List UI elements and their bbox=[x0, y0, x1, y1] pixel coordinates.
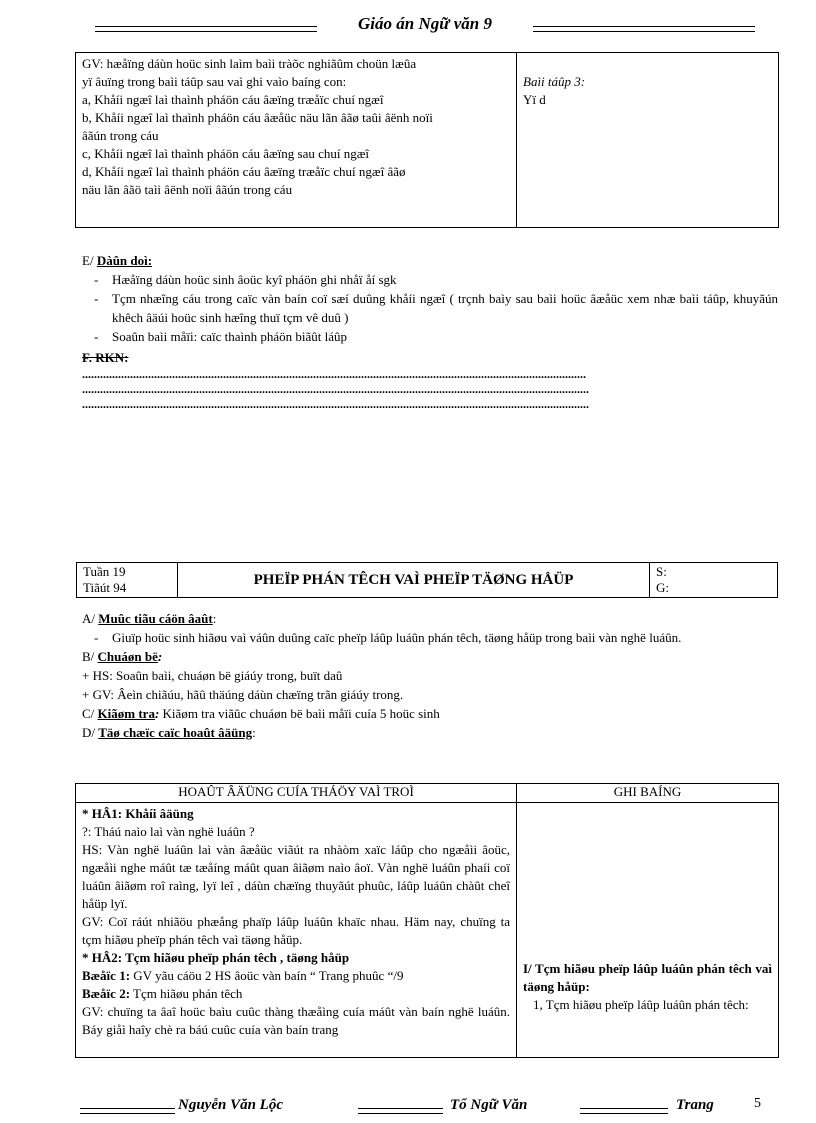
activity-gv-text: GV: chuïng ta âaî hoüc baìu cuûc thàng thæåìng cuía máût vàn baín nghë luáûn. Báy giåì haîy chè ra báú cuûc cuía vàn baín trang bbox=[82, 1004, 510, 1037]
section-b-colon: : bbox=[157, 649, 163, 664]
exercise-line: d, Khåíi ngæî laì thaình pháön cáu âæïng træåïc chuí ngæî âãø bbox=[82, 164, 406, 179]
section-a-prefix: A/ bbox=[82, 611, 99, 626]
footer-rule bbox=[580, 1108, 668, 1114]
section-a-heading: Muûc tiãu cáön âaût bbox=[98, 611, 213, 626]
activity-ha2: * HÂ2: Tçm hiãøu pheïp phán têch , täøng håüp bbox=[82, 950, 350, 965]
activity-hs-answer: HS: Vàn nghë luáûn laì vàn âæåüc viãút ra nhàòm xaïc láûp cho ngæåìi âoüc, ngæåìi nghe máût tæ tæåíng máût quan âiãøm naìo âoï. Vàn nghë luáûn phaíi coï luáûn âiãøm roî raìng, lyï leî , dáùn chæïng thuyãút phuûc, láûp luáûn chàût cheî håüp lyï. bbox=[82, 842, 510, 911]
activity-table bbox=[75, 783, 779, 1058]
section-b-prefix: B/ bbox=[82, 649, 98, 664]
lesson-title: PHEÏP PHÁN TÊCH VAÌ PHEÏP TÄØNG HÅÜP bbox=[178, 563, 650, 598]
section-d bbox=[82, 723, 778, 742]
exercise-line: b, Khåíi ngæî laì thaình pháön cáu âæåüc näu lãn âãø taûi âënh noïi bbox=[82, 110, 433, 125]
section-e-heading: Dàûn doì: bbox=[96, 253, 153, 268]
activity-col-header: HOAÛT ÂÄÜNG CUÍA THÁÖY VAÌ TROÌ bbox=[76, 784, 517, 803]
header-rule-right bbox=[533, 26, 755, 32]
exercise-line: yï âuïng trong baìi táûp sau vaì ghi vaìo baíng con: bbox=[82, 74, 347, 89]
lesson-dates-cell bbox=[650, 563, 778, 598]
lesson-header-table bbox=[76, 562, 778, 598]
exercise-line: a, Khåíi ngæî laì thaình pháön cáu âæïng træåïc chuí ngæî bbox=[82, 92, 384, 107]
section-e-item: - Tçm nhæîng cáu trong caïc vàn baín coï sæí duûng khåíi ngæî ( trçnh baìy sau baìi hoüc âæåüc xem nhæ baìi táûp, khuyãún khêch âäúi hoüc sinh hæîng thuï tçm vê duû ) bbox=[82, 289, 778, 327]
page-number: 5 bbox=[754, 1096, 761, 1111]
section-b-heading: Chuáøn bë bbox=[97, 649, 158, 664]
page-footer bbox=[80, 1096, 770, 1120]
section-f-heading: F. RKN: bbox=[82, 350, 129, 365]
lesson-week: Tuần 19 bbox=[83, 564, 126, 579]
section-c-text: Kiãøm tra viãûc chuáøn bë baìi måïi cuía 5 hoüc sinh bbox=[159, 706, 440, 721]
activity-left-cell bbox=[76, 803, 517, 1058]
lesson-period: Tiãút 94 bbox=[83, 580, 127, 595]
section-d-heading: Täø chæïc caïc hoaût âäüng bbox=[98, 725, 253, 740]
section-e-prefix: E/ bbox=[82, 253, 97, 268]
section-b bbox=[82, 647, 778, 666]
footer-rule bbox=[358, 1108, 443, 1114]
section-d-colon: : bbox=[252, 725, 256, 740]
exercise-line: c, Khåíi ngæî laì thaình pháön cáu âæïng sau chuí ngæî bbox=[82, 146, 370, 161]
exercise-line: âãún trong cáu bbox=[82, 128, 159, 143]
section-c-prefix: C/ bbox=[82, 706, 98, 721]
section-e bbox=[82, 251, 778, 346]
section-f bbox=[82, 348, 762, 412]
footer-rule bbox=[80, 1108, 175, 1114]
section-a-colon: : bbox=[212, 611, 217, 626]
dotted-line: ........................................................................................................................................................................ bbox=[82, 367, 586, 381]
footer-author: Nguyễn Văn Lộc bbox=[178, 1097, 283, 1113]
step1-label: Bæåïc 1: bbox=[82, 968, 131, 983]
section-c-heading: Kiãøm tra bbox=[97, 706, 155, 721]
exercise-right-cell bbox=[517, 53, 779, 228]
section-e-item: - Hæåïng dáùn hoüc sinh âoüc kyî pháön ghi nhåï åí sgk bbox=[82, 270, 778, 289]
exercise-line: GV: hæåïng dáùn hoüc sinh laìm baìi tràõc nghiãûm choün læûa bbox=[82, 56, 417, 71]
section-b-line: + HS: Soaûn baìi, chuáøn bë giáúy trong, buït daû bbox=[82, 668, 343, 683]
exercise-right-title: Baìi táûp 3: bbox=[523, 74, 586, 89]
section-a bbox=[82, 609, 778, 628]
section-e-item: - Soaûn baìi måïi: caïc thaình pháön biãût láûp bbox=[82, 327, 778, 346]
dotted-line: ......................................................................................................................................................................... bbox=[82, 382, 589, 396]
page-header bbox=[95, 14, 755, 40]
step2-label: Bæåïc 2: bbox=[82, 986, 131, 1001]
lesson-g-label: G: bbox=[656, 580, 669, 595]
notes-col-header: GHI BAÍNG bbox=[517, 784, 779, 803]
exercise-left-cell bbox=[76, 53, 517, 228]
footer-group: Tổ Ngữ Văn bbox=[450, 1097, 528, 1113]
activity-ha1: * HÂ1: Khåíi âäüng bbox=[82, 806, 194, 821]
exercise-line: näu lãn âãö taìi âënh noïi âãún trong cáu bbox=[82, 182, 293, 197]
section-c bbox=[82, 704, 778, 723]
dotted-line: ......................................................................................................................................................................... bbox=[82, 397, 589, 411]
lesson-meta-cell bbox=[77, 563, 178, 598]
step2-text: Tçm hiãøu phán têch bbox=[130, 986, 243, 1001]
section-a-item: - Giuïp hoüc sinh hiãøu vaì váûn duûng caïc pheïp láûp luáûn phán têch, täøng håüp trong baìi vàn nghë luáûn. bbox=[82, 628, 778, 647]
activity-gv-intro: GV: Coï ráút nhiãöu phæång phaïp láûp luáûn khaïc nhau. Häm nay, chuïng ta tçm hiãøu pheïp phán têch vaì täøng håüp. bbox=[82, 914, 510, 947]
section-d-prefix: D/ bbox=[82, 725, 99, 740]
section-b-line: + GV: Âeìn chiãúu, hãû thäúng dáùn chæïng trãn giáúy trong. bbox=[82, 687, 404, 702]
notes-heading: I/ Tçm hiãøu pheïp láûp luáûn phán têch vaì täøng håüp: bbox=[523, 961, 772, 994]
section-c-colon: : bbox=[154, 706, 160, 721]
header-rule-left bbox=[95, 26, 317, 32]
exercise-answer: Yï d bbox=[523, 92, 546, 107]
exercise-table bbox=[75, 52, 779, 228]
footer-page-label: Trang bbox=[676, 1097, 714, 1113]
activity-step1 bbox=[82, 967, 510, 985]
activity-step2 bbox=[82, 985, 510, 1003]
header-title: Giáo án Ngữ văn 9 bbox=[358, 14, 492, 33]
lesson-sections bbox=[82, 609, 778, 742]
notes-item1: 1, Tçm hiãøu pheïp láûp luáûn phán têch: bbox=[533, 997, 749, 1012]
activity-question: ?: Tháú naìo laì vàn nghë luáûn ? bbox=[82, 824, 255, 839]
notes-cell bbox=[517, 803, 779, 1058]
step1-text: GV yãu cáöu 2 HS âoüc vàn baín “ Trang phuûc “/9 bbox=[130, 968, 404, 983]
lesson-s-label: S: bbox=[656, 564, 667, 579]
